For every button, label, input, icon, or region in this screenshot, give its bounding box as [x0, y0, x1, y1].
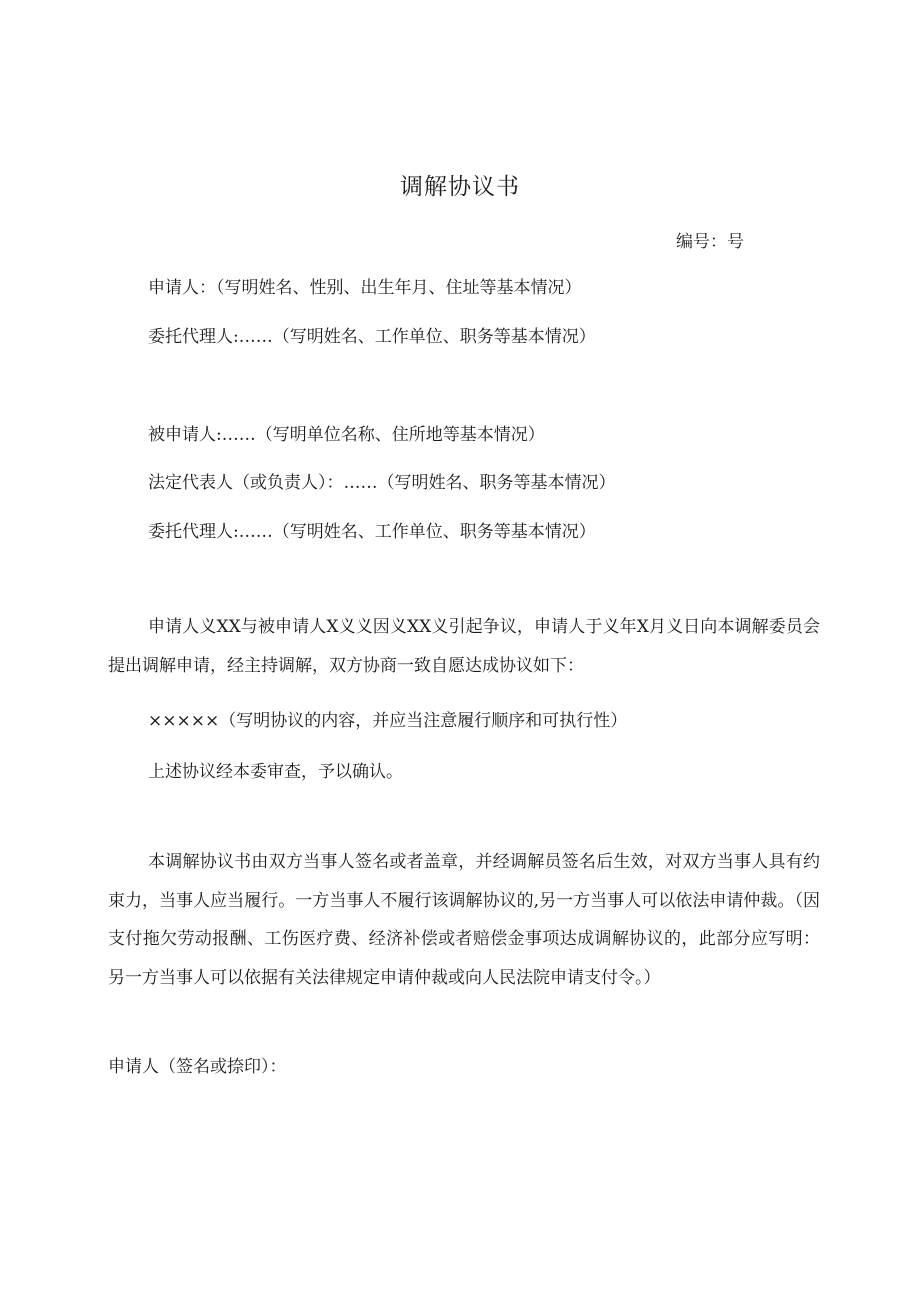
respondent-agent-line: 委托代理人:……（写明姓名、工作单位、职务等基本情况）	[148, 522, 596, 542]
effect-paragraph: 本调解协议书由双方当事人签名或者盖章，并经调解员签名后生效，对双方当事人具有约束力，当事人应当履行。一方当事人不履行该调解协议的,另一方当事人可以依法申请仲裁。（因支付拖欠劳动报酬、工伤医疗费、经济补偿或者赔偿金事项达成调解协议的，此部分应写明：另一方当事人可以依据有关法律规定申请仲裁或向人民法院申请支付令。）	[108, 852, 820, 988]
agreement-content-line: ×××××（写明协议的内容，并应当注意履行顺序和可执行性）	[148, 711, 628, 731]
dispute-paragraph: 申请人义XX与被申请人X义义因义XX义引起争议，申请人于义年X月义日向本调解委员会提出调解申请，经主持调解，双方协商一致自愿达成协议如下：	[108, 617, 820, 676]
respondent-line: 被申请人:……（写明单位名称、住所地等基本情况）	[148, 425, 545, 445]
applicant-line: 申请人：（写明姓名、性别、出生年月、住址等基本情况）	[148, 278, 582, 298]
legal-representative-line: 法定代表人（或负责人）：……（写明姓名、职务等基本情况）	[148, 473, 616, 493]
applicant-signature-line: 申请人（签名或捺印）：	[108, 1057, 287, 1077]
confirmation-line: 上述协议经本委审查，予以确认。	[148, 762, 403, 782]
applicant-agent-line: 委托代理人:……（写明姓名、工作单位、职务等基本情况）	[148, 327, 596, 347]
document-number: 编号：号	[676, 232, 744, 252]
document-title: 调解协议书	[400, 174, 520, 200]
